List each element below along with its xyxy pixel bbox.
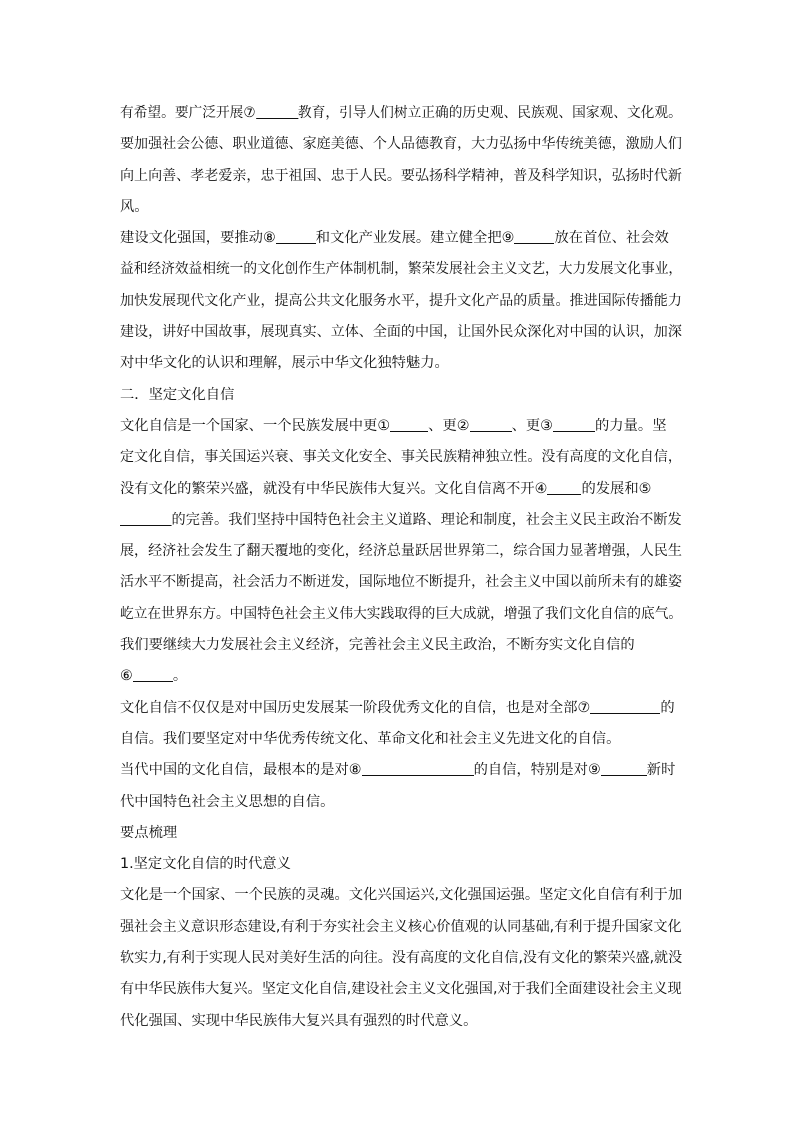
text-line: 展，经济社会发生了翻天覆地的变化，经济总量跃居世界第二，综合国力显著增强，人民生 [120, 543, 682, 560]
fill-blank [133, 667, 173, 682]
document-body [120, 98, 682, 1037]
fill-blank [390, 417, 428, 432]
paragraph [120, 755, 682, 818]
paragraph [120, 411, 682, 693]
text-line: 文化是一个国家、一个民族的灵魂。文化兴国运兴,文化强国运强。坚定文化自信有利于加 [120, 887, 683, 904]
text-line: 有中华民族伟大复兴。坚定文化自信,建设社会主义文化强国,对于我们全面建设社会主义现 [120, 981, 682, 998]
text: 建设文化强国，要推动⑧ [120, 230, 276, 247]
fill-blank [590, 698, 660, 713]
fill-blank [547, 479, 581, 494]
text: 当代中国的文化自信，最根本的是对⑧ [120, 762, 362, 779]
text-line: 风。 [120, 198, 149, 215]
text-line [120, 98, 682, 129]
text: 和文化产业发展。建立健全把⑨ [315, 230, 515, 247]
text: 的力量。坚 [595, 417, 667, 434]
text-line: 活水平不断提高，社会活力不断迸发，国际地位不断提升，社会主义中国以前所未有的雄姿 [120, 574, 682, 591]
text-line: 屹立在世界东方。中国特色社会主义伟大实践取得的巨大成就，增强了我们文化自信的底气。 [120, 605, 683, 622]
text-line: 自信。我们要坚定对中华优秀传统文化、革命文化和社会主义先进文化的自信。 [120, 730, 621, 747]
fill-blank [120, 511, 172, 526]
text-line [120, 411, 682, 442]
text: 的完善。我们坚持中国特色社会主义道路、理论和制度，社会主义民主政治不断发 [171, 511, 682, 528]
paragraph [120, 98, 682, 223]
text: 的自信，特别是对⑨ [473, 762, 601, 779]
text: 有希望。要广泛开展⑦ [120, 105, 256, 121]
text-line [120, 661, 682, 692]
fill-blank [601, 761, 647, 776]
text: 教育，引导人们树立正确的历史观、民族观、国家观、文化观。 [297, 105, 682, 121]
text-line: 我们要继续大力发展社会主义经济，完善社会主义民主政治，不断夯实文化自信的 [120, 637, 635, 654]
text: 的 [660, 699, 675, 716]
fill-blank [276, 229, 316, 244]
subheading: 1.坚定文化自信的时代意义 [120, 856, 291, 873]
fill-blank [362, 761, 474, 776]
key-points-heading: 要点梳理 [120, 824, 178, 841]
fill-blank [470, 417, 512, 432]
text-line [120, 474, 682, 505]
paragraph [120, 693, 682, 756]
text: 文化自信是一个国家、一个民族发展中更① [120, 417, 391, 434]
paragraph [120, 223, 682, 379]
text: 放在首位、社会效 [554, 230, 669, 247]
fill-blank [256, 104, 298, 119]
text: ⑥ [120, 668, 133, 685]
text-line: 加快发展现代文化产业，提高公共文化服务水平，提升文化产品的质量。推进国际传播能力 [120, 292, 682, 309]
fill-blank [514, 229, 554, 244]
text: 的发展和⑤ [581, 480, 652, 497]
text-line: 定文化自信，事关国运兴衰、事关文化安全、事关民族精神独立性。没有高度的文化自信， [120, 449, 682, 466]
text-line: 建设，讲好中国故事，展现真实、立体、全面的中国，让国外民众深化对中国的认识，加深 [120, 324, 682, 341]
text: 新时 [646, 762, 676, 779]
text-line [120, 693, 682, 724]
text: 没有文化的繁荣兴盛，就没有中华民族伟大复兴。文化自信离不开④ [120, 480, 548, 497]
text-line: 强社会主义意识形态建设,有利于夯实社会主义核心价值观的认同基础,有利于提升国家文化 [120, 918, 682, 935]
text-line: 对中华文化的认识和理解，展示中华文化独特魅力。 [120, 355, 449, 372]
text-line: 软实力,有利于实现人民对美好生活的向往。没有高度的文化自信,没有文化的繁荣兴盛,就没 [120, 950, 683, 967]
text-line: 代中国特色社会主义思想的自信。 [120, 793, 335, 810]
text-line [120, 505, 682, 536]
text-line: 要加强社会公德、职业道德、家庭美德、个人品德教育，大力弘扬中华传统美德，激励人们 [120, 136, 682, 153]
text-line: 代化强国、实现中华民族伟大复兴具有强烈的时代意义。 [120, 1012, 478, 1029]
text: 。 [172, 668, 188, 685]
text-line: 向上向善、孝老爱亲，忠于祖国、忠于人民。要弘扬科学精神，普及科学知识，弘扬时代新 [120, 167, 682, 184]
text: 、更③ [511, 417, 554, 434]
paragraph [120, 880, 682, 1036]
text-line: 益和经济效益相统一的文化创作生产体制机制，繁荣发展社会主义文艺，大力发展文化事业， [120, 261, 683, 278]
text-line [120, 223, 682, 254]
text: 、更② [428, 417, 470, 434]
text-line [120, 755, 682, 786]
section-heading: 二．坚定文化自信 [120, 386, 235, 403]
fill-blank [553, 417, 595, 432]
text: 文化自信不仅仅是对中国历史发展某一阶段优秀文化的自信，也是对全部⑦ [120, 699, 591, 716]
